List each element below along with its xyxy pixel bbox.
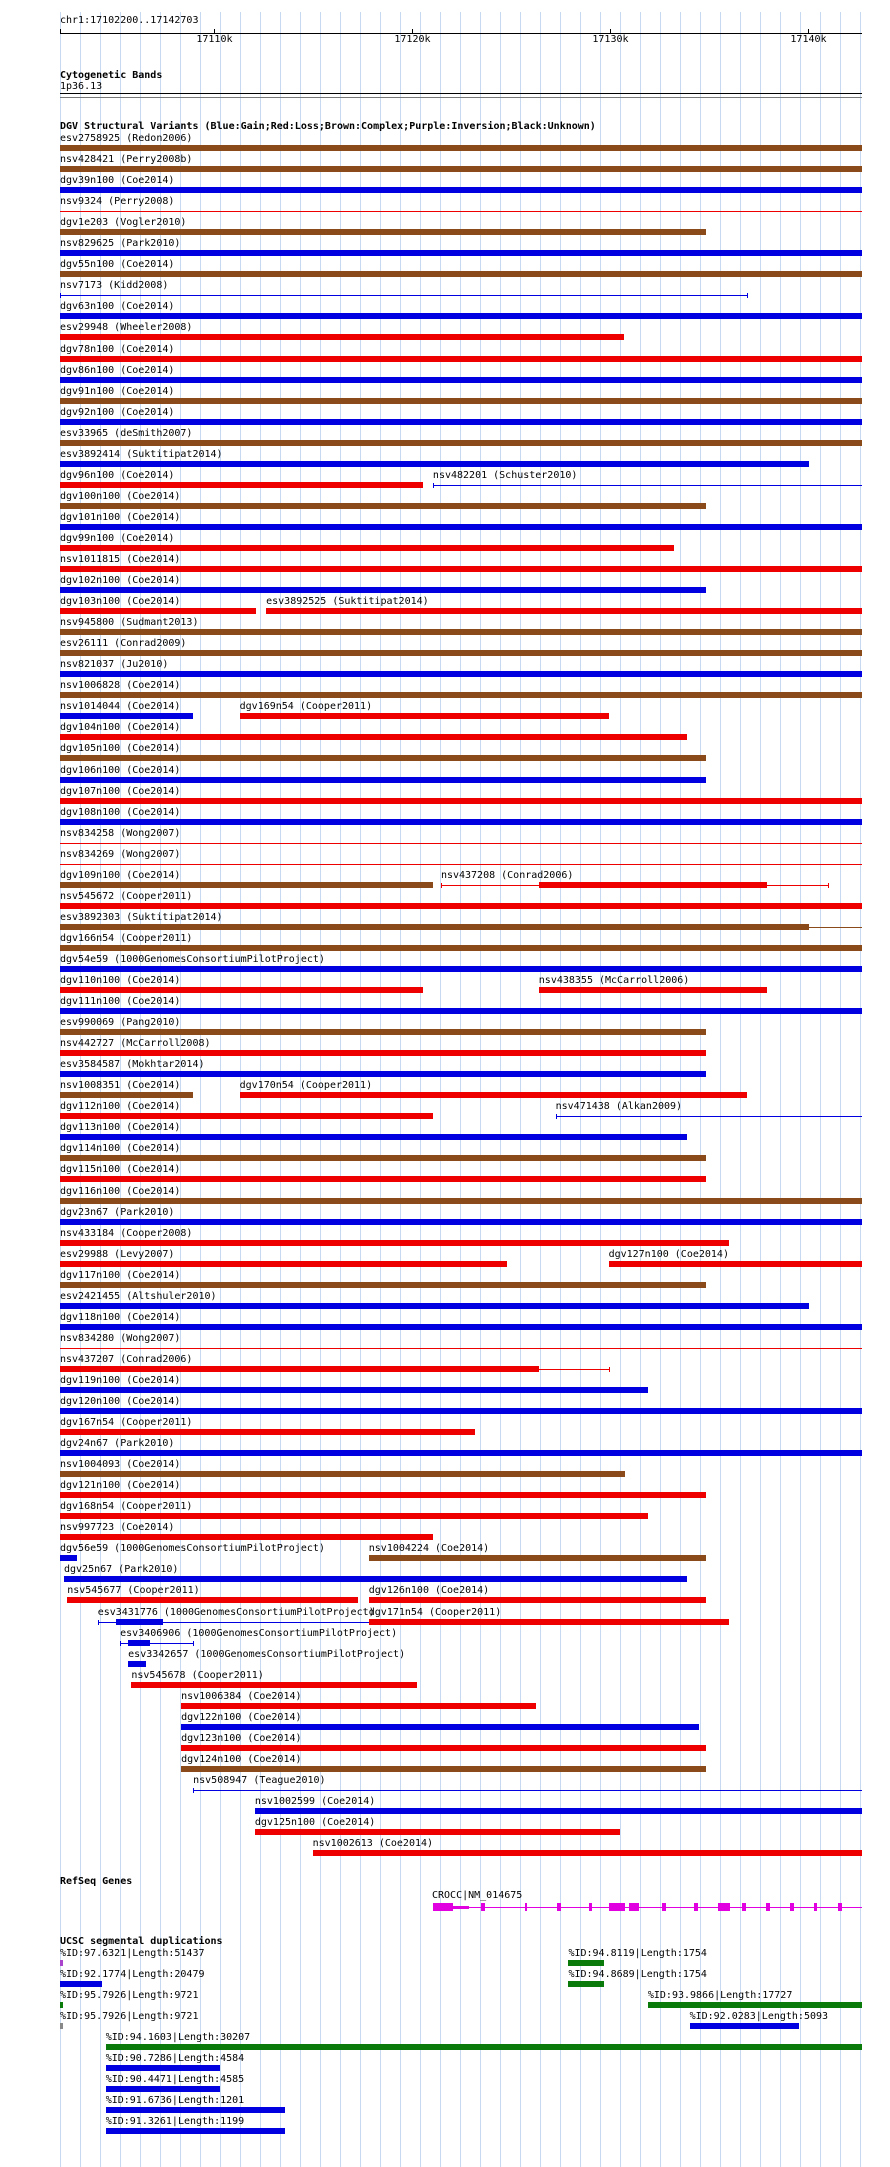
variant-label[interactable]: nsv7173 (Kidd2008) (60, 280, 169, 292)
variant-label[interactable]: dgv102n100 (Coe2014) (60, 575, 181, 587)
variant-label[interactable]: nsv437207 (Conrad2006) (60, 1353, 193, 1365)
segdup-bar[interactable] (60, 1960, 63, 1966)
variant-bar-gain[interactable] (128, 1661, 146, 1667)
variant-label[interactable]: nsv1006828 (Coe2014) (60, 680, 181, 692)
variant-bar-loss[interactable] (60, 1492, 706, 1498)
grid-line (840, 12, 841, 2167)
variant-line-loss[interactable] (60, 211, 862, 212)
variant-bar-loss[interactable] (60, 987, 423, 993)
variant-bar-loss[interactable] (60, 608, 256, 614)
variant-bar-gain[interactable] (60, 819, 862, 825)
variant-bar-gain[interactable] (60, 713, 193, 719)
variant-label[interactable]: dgv54e59 (1000GenomesConsortiumPilotProject) (60, 953, 325, 965)
variant-bar-complex[interactable] (60, 1155, 706, 1161)
variant-label[interactable]: nsv437208 (Conrad2006) (440, 869, 574, 881)
variant-bar-loss[interactable] (60, 1429, 475, 1435)
variant-label[interactable]: dgv92n100 (Coe2014) (60, 406, 175, 418)
variant-bar-loss[interactable] (539, 882, 768, 888)
variant-label[interactable]: dgv55n100 (Coe2014) (60, 259, 175, 271)
segdup-bar[interactable] (106, 2128, 285, 2134)
segdup-label[interactable]: %ID:93.9866|Length:17727 (647, 1990, 793, 2002)
segdup-label[interactable]: %ID:95.7926|Length:9721 (60, 2011, 199, 2023)
variant-label[interactable]: dgv121n100 (Coe2014) (60, 1480, 181, 1492)
variant-label[interactable]: dgv23n67 (Park2010) (60, 1206, 175, 1218)
gene-exon[interactable] (838, 1903, 842, 1911)
variant-end-tick (193, 1788, 194, 1793)
variant-bar-loss[interactable] (60, 566, 862, 572)
segdup-bar[interactable] (106, 2044, 862, 2050)
variant-label[interactable]: nsv428421 (Perry2008b) (60, 154, 193, 166)
variant-label[interactable]: nsv829625 (Park2010) (60, 238, 181, 250)
cyto-band-line (60, 93, 862, 94)
variant-bar-gain[interactable] (60, 313, 862, 319)
variant-label[interactable]: esv3892414 (Suktitipat2014) (60, 448, 223, 460)
variant-line-gain[interactable] (556, 1116, 862, 1117)
variant-bar-loss[interactable] (609, 1261, 862, 1267)
variant-label[interactable]: nsv482201 (Schuster2010) (432, 469, 578, 481)
gene-exon[interactable] (694, 1903, 698, 1911)
variant-end-tick (120, 1641, 121, 1646)
variant-bar-complex[interactable] (60, 882, 433, 888)
segdup-track-title: UCSC segmental duplications (60, 1936, 223, 1947)
variant-bar-complex[interactable] (60, 229, 706, 235)
variant-label[interactable]: nsv9324 (Perry2008) (60, 196, 175, 208)
variant-label[interactable]: esv2758925 (Redon2006) (60, 133, 193, 144)
variant-label[interactable]: esv29988 (Levy2007) (60, 1248, 175, 1260)
variant-bar-gain[interactable] (60, 671, 862, 677)
segdup-label[interactable]: %ID:91.6736|Length:1201 (105, 2095, 245, 2107)
variant-label[interactable]: dgv91n100 (Coe2014) (60, 385, 175, 397)
variant-bar-gain[interactable] (60, 461, 809, 467)
gene-exon[interactable] (766, 1903, 770, 1911)
variant-bar-gain[interactable] (60, 1555, 77, 1561)
variant-label[interactable]: dgv116n100 (Coe2014) (60, 1185, 181, 1197)
variant-label[interactable]: dgv166n54 (Cooper2011) (60, 932, 193, 944)
variant-label[interactable]: nsv1002613 (Coe2014) (312, 1838, 434, 1850)
variant-label[interactable]: dgv169n54 (Cooper2011) (239, 701, 373, 713)
variant-bar-gain[interactable] (60, 1008, 862, 1014)
variant-bar-complex[interactable] (60, 692, 862, 698)
variant-label[interactable]: nsv438355 (McCarroll2006) (538, 975, 690, 986)
variant-label[interactable]: dgv78n100 (Coe2014) (60, 343, 175, 355)
segdup-bar[interactable] (648, 2002, 862, 2008)
variant-bar-gain[interactable] (116, 1619, 163, 1625)
variant-bar-gain[interactable] (255, 1808, 862, 1814)
cyto-track-title: Cytogenetic Bands (60, 70, 163, 81)
variant-line-gain[interactable] (433, 485, 862, 486)
ruler-axis (60, 33, 862, 34)
variant-label[interactable]: esv26111 (Conrad2009) (60, 638, 187, 650)
variant-label[interactable]: dgv170n54 (Cooper2011) (239, 1080, 373, 1092)
variant-bar-loss[interactable] (60, 798, 862, 804)
variant-label[interactable]: esv3431776 (1000GenomesConsortiumPilotProject) (97, 1606, 375, 1618)
cyto-band-label: 1p36.13 (60, 81, 103, 92)
segdup-bar[interactable] (106, 2086, 221, 2092)
variant-label[interactable]: dgv112n100 (Coe2014) (60, 1101, 181, 1113)
variant-bar-complex[interactable] (60, 1029, 706, 1035)
variant-label[interactable]: nsv1002599 (Coe2014) (254, 1795, 376, 1807)
variant-bar-loss[interactable] (369, 1619, 729, 1625)
variant-bar-complex[interactable] (60, 945, 862, 951)
variant-bar-complex[interactable] (60, 1471, 625, 1477)
grid-line (640, 12, 641, 2167)
variant-end-tick (60, 1367, 61, 1372)
segdup-bar[interactable] (106, 2065, 221, 2071)
variant-label[interactable]: dgv1e203 (Vogler2010) (60, 217, 187, 229)
variant-bar-gain[interactable] (60, 250, 862, 256)
segdup-label[interactable]: %ID:94.8689|Length:1754 (568, 1969, 707, 1981)
variant-bar-complex[interactable] (60, 166, 862, 172)
variant-bar-gain[interactable] (60, 1219, 862, 1225)
variant-label[interactable]: dgv124n100 (Coe2014) (181, 1753, 302, 1765)
variant-bar-complex[interactable] (60, 650, 862, 656)
variant-label[interactable]: nsv545678 (Cooper2011) (131, 1669, 264, 1681)
variant-label[interactable]: dgv167n54 (Cooper2011) (60, 1417, 193, 1429)
variant-label[interactable]: esv3892525 (Suktitipat2014) (266, 596, 429, 608)
variant-label[interactable]: dgv126n100 (Coe2014) (368, 1585, 490, 1597)
variant-label[interactable]: dgv123n100 (Coe2014) (181, 1732, 302, 1744)
variant-bar-loss[interactable] (60, 334, 624, 340)
variant-label[interactable]: nsv508947 (Teague2010) (193, 1774, 326, 1786)
variant-bar-gain[interactable] (181, 1724, 699, 1730)
variant-label[interactable]: nsv442727 (McCarroll2008) (60, 1038, 211, 1050)
variant-label[interactable]: esv33965 (deSmith2007) (60, 427, 193, 439)
variant-bar-gain[interactable] (60, 1450, 862, 1456)
gene-exon[interactable] (662, 1903, 666, 1911)
gene-exon[interactable] (718, 1903, 730, 1911)
variant-label[interactable]: nsv834258 (Wong2007) (60, 827, 181, 839)
variant-label[interactable]: dgv101n100 (Coe2014) (60, 511, 181, 523)
variant-bar-loss[interactable] (60, 1050, 706, 1056)
variant-bar-gain[interactable] (60, 419, 862, 425)
variant-label[interactable]: nsv1008351 (Coe2014) (60, 1080, 181, 1092)
variant-label[interactable]: esv2421455 (Altshuler2010) (60, 1290, 217, 1302)
dgv-track-title: DGV Structural Variants (Blue:Gain;Red:Loss;Brown:Complex;Purple:Inversion;Black:Unknown) (60, 121, 596, 132)
variant-bar-gain[interactable] (60, 1324, 862, 1330)
variant-bar-loss[interactable] (240, 1092, 748, 1098)
variant-line-complex[interactable] (809, 927, 862, 928)
variant-bar-complex[interactable] (60, 629, 862, 635)
variant-label[interactable]: dgv168n54 (Cooper2011) (60, 1501, 193, 1513)
variant-label[interactable]: dgv99n100 (Coe2014) (60, 532, 175, 544)
gene-exon[interactable] (453, 1906, 469, 1909)
grid-line (780, 12, 781, 2167)
variant-label[interactable]: dgv105n100 (Coe2014) (60, 743, 181, 755)
variant-bar-loss[interactable] (60, 1534, 433, 1540)
grid-line (720, 12, 721, 2167)
variant-bar-complex[interactable] (60, 271, 862, 277)
variant-end-tick (747, 293, 748, 298)
refseq-track-title: RefSeq Genes (60, 1876, 133, 1887)
grid-line (820, 12, 821, 2167)
variant-bar-gain[interactable] (60, 587, 706, 593)
segdup-label[interactable]: %ID:95.7926|Length:9721 (60, 1990, 199, 2002)
variant-label[interactable]: dgv25n67 (Park2010) (64, 1564, 179, 1576)
segdup-label[interactable]: %ID:97.6321|Length:51437 (60, 1948, 205, 1959)
segdup-label[interactable]: %ID:90.4471|Length:4585 (105, 2074, 245, 2086)
gene-exon[interactable] (525, 1903, 527, 1911)
variant-bar-loss[interactable] (181, 1703, 535, 1709)
variant-label[interactable]: dgv119n100 (Coe2014) (60, 1374, 181, 1386)
grid-line (740, 12, 741, 2167)
segdup-label[interactable]: %ID:94.8119|Length:1754 (568, 1948, 707, 1959)
variant-bar-complex[interactable] (60, 1282, 706, 1288)
segdup-bar[interactable] (60, 1981, 102, 1987)
segdup-bar[interactable] (568, 1981, 603, 1987)
region-label: chr1:17102200..17142703 (60, 15, 199, 26)
gene-label[interactable]: CROCC|NM_014675 (432, 1890, 523, 1901)
variant-label[interactable]: dgv117n100 (Coe2014) (60, 1269, 181, 1281)
gene-exon[interactable] (433, 1903, 453, 1911)
variant-bar-gain[interactable] (60, 524, 862, 530)
variant-label[interactable]: nsv545677 (Cooper2011) (67, 1585, 200, 1597)
variant-label[interactable]: dgv115n100 (Coe2014) (60, 1164, 181, 1176)
variant-end-tick (433, 483, 434, 488)
variant-bar-loss[interactable] (539, 987, 768, 993)
gene-intron-line (433, 1907, 862, 1908)
variant-label[interactable]: nsv471438 (Alkan2009) (555, 1101, 683, 1113)
segdup-label[interactable]: %ID:92.1774|Length:20479 (60, 1969, 205, 1981)
variant-bar-gain[interactable] (60, 377, 862, 383)
variant-bar-complex[interactable] (60, 398, 862, 404)
variant-bar-loss[interactable] (60, 1176, 706, 1182)
variant-bar-loss[interactable] (181, 1745, 706, 1751)
variant-bar-complex[interactable] (60, 1092, 193, 1098)
variant-bar-gain[interactable] (60, 1387, 648, 1393)
grid-line (680, 12, 681, 2167)
variant-label[interactable]: dgv118n100 (Coe2014) (60, 1311, 181, 1323)
variant-label[interactable]: esv990069 (Pang2010) (60, 1017, 181, 1029)
variant-label[interactable]: dgv100n100 (Coe2014) (60, 490, 181, 502)
ruler-tick-label: 17140k (790, 34, 827, 45)
variant-label[interactable]: dgv120n100 (Coe2014) (60, 1396, 181, 1407)
variant-bar-gain[interactable] (60, 1408, 862, 1414)
variant-label[interactable]: nsv1011815 (Coe2014) (60, 554, 181, 565)
variant-label[interactable]: nsv1014044 (Coe2014) (60, 701, 181, 713)
gene-exon[interactable] (609, 1903, 625, 1911)
variant-label[interactable]: nsv1004224 (Coe2014) (368, 1543, 490, 1555)
segdup-label[interactable]: %ID:92.0283|Length:5093 (689, 2011, 829, 2023)
variant-line-loss[interactable] (60, 1348, 862, 1349)
variant-end-tick (441, 883, 442, 888)
variant-bar-gain[interactable] (60, 1071, 706, 1077)
variant-label[interactable]: esv3584587 (Mokhtar2014) (60, 1059, 205, 1071)
ruler-tick-label: 17130k (592, 34, 629, 45)
variant-label[interactable]: dgv24n67 (Park2010) (60, 1438, 175, 1450)
variant-label[interactable]: esv3342657 (1000GenomesConsortiumPilotProject) (128, 1648, 406, 1660)
variant-label[interactable]: dgv127n100 (Coe2014) (608, 1248, 729, 1260)
variant-bar-gain[interactable] (64, 1576, 687, 1582)
variant-bar-loss[interactable] (60, 1261, 507, 1267)
variant-bar-complex[interactable] (60, 503, 706, 509)
variant-bar-complex[interactable] (369, 1555, 706, 1561)
variant-line-loss[interactable] (60, 843, 862, 844)
variant-label[interactable]: dgv103n100 (Coe2014) (60, 596, 181, 608)
variant-line-gain[interactable] (193, 1790, 862, 1791)
variant-label[interactable]: dgv111n100 (Coe2014) (60, 996, 181, 1008)
variant-label[interactable]: nsv1004093 (Coe2014) (60, 1459, 181, 1471)
variant-bar-complex[interactable] (181, 1766, 706, 1772)
variant-bar-complex[interactable] (60, 924, 809, 930)
variant-bar-loss[interactable] (60, 903, 862, 909)
variant-label[interactable]: nsv945800 (Sudmant2013) (60, 617, 199, 629)
gene-exon[interactable] (589, 1903, 591, 1911)
segdup-label[interactable]: %ID:91.3261|Length:1199 (105, 2116, 245, 2128)
grid-line (860, 12, 861, 2167)
grid-line (660, 12, 661, 2167)
variant-label[interactable]: dgv56e59 (1000GenomesConsortiumPilotProject) (60, 1543, 325, 1555)
variant-bar-loss[interactable] (240, 713, 609, 719)
segdup-bar[interactable] (568, 1960, 603, 1966)
variant-bar-loss[interactable] (60, 1240, 729, 1246)
variant-label[interactable]: dgv125n100 (Coe2014) (254, 1817, 376, 1828)
variant-label[interactable]: dgv109n100 (Coe2014) (60, 869, 181, 881)
variant-end-tick (193, 1641, 194, 1646)
variant-bar-complex[interactable] (60, 755, 706, 761)
variant-label[interactable]: esv3892303 (Suktitipat2014) (60, 911, 223, 923)
ruler-tick-label: 17120k (394, 34, 431, 45)
variant-label[interactable]: esv3406906 (1000GenomesConsortiumPilotProject) (120, 1627, 398, 1639)
segdup-label[interactable]: %ID:94.1603|Length:30207 (105, 2032, 251, 2044)
variant-label[interactable]: dgv114n100 (Coe2014) (60, 1143, 181, 1155)
variant-bar-loss[interactable] (60, 482, 423, 488)
variant-label[interactable]: dgv104n100 (Coe2014) (60, 722, 181, 734)
gene-exon[interactable] (481, 1903, 485, 1911)
variant-bar-gain[interactable] (60, 1134, 687, 1140)
cyto-band-line-2 (60, 97, 862, 98)
variant-bar-gain[interactable] (60, 777, 706, 783)
variant-bar-loss[interactable] (60, 356, 862, 362)
variant-bar-gain[interactable] (128, 1640, 150, 1646)
variant-bar-gain[interactable] (60, 187, 862, 193)
variant-label[interactable]: dgv107n100 (Coe2014) (60, 785, 181, 797)
gene-exon[interactable] (742, 1903, 746, 1911)
variant-bar-loss[interactable] (255, 1829, 620, 1835)
variant-label[interactable]: nsv433184 (Cooper2008) (60, 1227, 193, 1239)
variant-label[interactable]: dgv96n100 (Coe2014) (60, 469, 175, 481)
variant-bar-loss[interactable] (313, 1850, 862, 1856)
variant-bar-gain[interactable] (60, 966, 862, 972)
variant-bar-loss[interactable] (266, 608, 862, 614)
segdup-bar[interactable] (690, 2023, 800, 2029)
variant-label[interactable]: dgv122n100 (Coe2014) (181, 1711, 302, 1723)
variant-bar-complex[interactable] (60, 1198, 862, 1204)
ruler-end-tick (60, 29, 61, 34)
variant-label[interactable]: dgv108n100 (Coe2014) (60, 806, 181, 818)
variant-end-tick (556, 1114, 557, 1119)
variant-bar-gain[interactable] (60, 1303, 809, 1309)
variant-end-tick (828, 883, 829, 888)
variant-label[interactable]: nsv834269 (Wong2007) (60, 848, 181, 860)
segdup-bar[interactable] (106, 2107, 285, 2113)
variant-bar-complex[interactable] (60, 440, 862, 446)
gene-exon[interactable] (814, 1903, 817, 1911)
variant-bar-complex[interactable] (60, 145, 862, 151)
variant-label[interactable]: dgv113n100 (Coe2014) (60, 1122, 181, 1134)
variant-label[interactable]: nsv834280 (Wong2007) (60, 1332, 181, 1344)
variant-label[interactable]: nsv545672 (Cooper2011) (60, 890, 193, 902)
variant-label[interactable]: dgv39n100 (Coe2014) (60, 175, 175, 187)
variant-bar-loss[interactable] (369, 1597, 706, 1603)
variant-bar-loss[interactable] (60, 1113, 433, 1119)
grid-line (700, 12, 701, 2167)
variant-label[interactable]: nsv821037 (Ju2010) (60, 659, 169, 671)
gene-exon[interactable] (557, 1903, 561, 1911)
variant-label[interactable]: nsv997723 (Coe2014) (60, 1522, 175, 1534)
variant-end-tick (60, 293, 61, 298)
variant-end-tick (98, 1620, 99, 1625)
variant-bar-loss[interactable] (60, 1366, 539, 1372)
variant-label[interactable]: nsv1006384 (Coe2014) (181, 1690, 302, 1702)
variant-bar-loss[interactable] (60, 1513, 648, 1519)
grid-line (760, 12, 761, 2167)
variant-line-gain[interactable] (60, 295, 747, 296)
variant-label[interactable]: dgv86n100 (Coe2014) (60, 364, 175, 376)
variant-bar-loss[interactable] (67, 1597, 357, 1603)
segdup-bar[interactable] (60, 2023, 63, 2029)
grid-line (800, 12, 801, 2167)
segdup-bar[interactable] (60, 2002, 63, 2008)
variant-label[interactable]: esv29948 (Wheeler2008) (60, 322, 193, 334)
variant-label[interactable]: dgv106n100 (Coe2014) (60, 764, 181, 776)
variant-bar-loss[interactable] (131, 1682, 417, 1688)
variant-line-loss[interactable] (60, 864, 862, 865)
variant-bar-loss[interactable] (60, 734, 687, 740)
gene-exon[interactable] (629, 1903, 639, 1911)
segdup-label[interactable]: %ID:90.7286|Length:4584 (105, 2053, 245, 2065)
ruler-tick-label: 17110k (196, 34, 233, 45)
variant-end-tick (609, 1367, 610, 1372)
variant-label[interactable]: dgv63n100 (Coe2014) (60, 301, 175, 313)
variant-label[interactable]: dgv171n54 (Cooper2011) (368, 1606, 502, 1618)
variant-bar-loss[interactable] (60, 545, 674, 551)
gene-exon[interactable] (790, 1903, 794, 1911)
variant-label[interactable]: dgv110n100 (Coe2014) (60, 975, 181, 986)
